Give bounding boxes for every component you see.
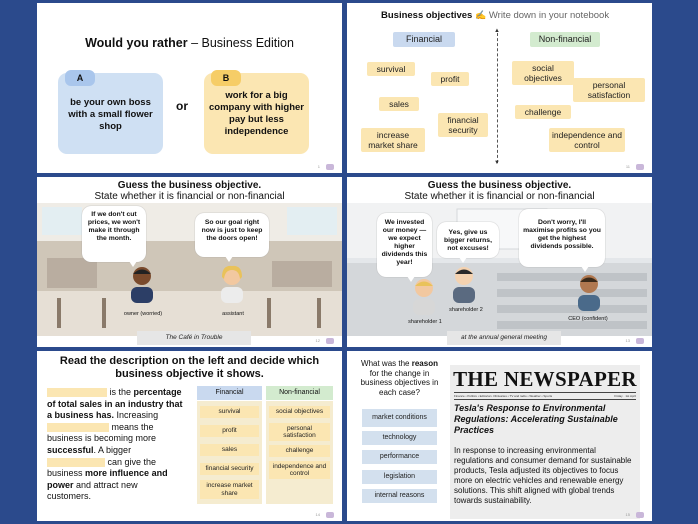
- arrow-up-icon: ▲: [494, 28, 500, 34]
- logo-icon: [326, 164, 334, 170]
- or-label: or: [176, 99, 188, 113]
- reason-legislation: legislation: [362, 470, 437, 484]
- nonfinancial-item: independence and control: [269, 461, 330, 479]
- assistant-label: assistant: [222, 311, 244, 317]
- blank-field[interactable]: [47, 458, 105, 467]
- speech-bubble-shareholder-1: We invested our money — we expect higher dividends this year!: [377, 213, 432, 277]
- newspaper-body: In response to increasing environmental regulations and consumer demand for sustainable products, Tesla adjusted its objectives to focus more on electric vehicles and renewable energy solutions. This shift aligned with global trends towards sustainability.: [454, 446, 632, 505]
- tag-survival: survival: [367, 62, 415, 76]
- slide-newspaper-tesla[interactable]: [347, 351, 652, 521]
- slide-cafe-in-trouble[interactable]: [37, 177, 342, 347]
- tag-sales: sales: [379, 97, 419, 111]
- shareholder-1-person-icon: [409, 277, 439, 315]
- bubble-tail: [225, 256, 233, 262]
- shareholder-1-label: shareholder 1: [408, 319, 442, 325]
- tag-financial-security: financial security: [438, 113, 488, 137]
- logo-icon: [326, 512, 334, 518]
- page-number: 13: [625, 338, 630, 343]
- blank-field[interactable]: [47, 388, 107, 397]
- speech-bubble-ceo: Don't worry, I'll maximise profits so you get the highest dividends possible.: [519, 209, 605, 267]
- logo-icon: [636, 512, 644, 518]
- reason-performance: performance: [362, 450, 437, 464]
- tag-profit: profit: [431, 72, 469, 86]
- financial-item: survival: [200, 406, 259, 418]
- reason-internal-reasons: internal reasons: [362, 489, 437, 503]
- logo-icon: [636, 338, 644, 344]
- slide4-caption: at the annual general meeting: [447, 331, 561, 345]
- page-number: 14: [315, 512, 320, 517]
- tag-increase-market-share: increase market share: [361, 128, 425, 152]
- financial-header: Financial: [393, 32, 455, 47]
- owner-label: owner (worried): [123, 311, 163, 317]
- ceo-label: CEO (confident): [568, 316, 608, 322]
- financial-header: Financial: [197, 386, 262, 400]
- bubble-tail: [581, 266, 589, 272]
- slide-description-match[interactable]: [37, 351, 342, 521]
- financial-item: increase market share: [200, 480, 259, 499]
- owner-person-icon: [127, 265, 157, 303]
- slide5-title: Read the description on the left and decide which business objective it shows.: [59, 355, 320, 380]
- page-number: 1: [317, 164, 320, 169]
- tag-challenge: challenge: [515, 105, 571, 119]
- nonfinancial-item: personal satisfaction: [269, 423, 330, 441]
- slide3-title: Guess the business objective. State whether it is financial or non-financial: [94, 180, 285, 202]
- tag-social-objectives: social objectives: [512, 61, 574, 85]
- nonfinancial-header: Non-financial: [266, 386, 333, 400]
- divider: [454, 392, 636, 393]
- reason-technology: technology: [362, 431, 437, 445]
- option-a-text: be your own boss with a small flower shop: [68, 97, 153, 132]
- divider: [454, 399, 636, 400]
- option-b-card: [204, 73, 309, 154]
- logo-icon: [636, 164, 644, 170]
- option-b-badge: B: [211, 70, 241, 86]
- shareholder-2-label: shareholder 2: [449, 307, 483, 313]
- slide1-title: Would you rather – Business Edition: [85, 36, 294, 50]
- reason-market-conditions: market conditions: [362, 409, 437, 427]
- ceo-person-icon: [574, 273, 604, 311]
- newspaper-nav: Finance • Politics • Editorial • Obituaries • TV and radio • Weather • Sports Friday · 1st April: [454, 394, 636, 398]
- newspaper: [450, 365, 640, 519]
- newspaper-headline: Tesla's Response to Environmental Regulations: Accelerating Sustainable Practices: [454, 403, 618, 435]
- speech-bubble-shareholder-2: Yes, give us bigger returns, not excuses!: [437, 222, 499, 258]
- page-number: 11: [625, 164, 630, 169]
- nonfinancial-item: social objectives: [269, 406, 330, 418]
- page-number: 15: [625, 512, 630, 517]
- option-a-badge: A: [65, 70, 95, 86]
- pencil-icon: ✍: [475, 10, 487, 20]
- speech-bubble-assistant: So our goal right now is just to keep the doors open!: [195, 213, 269, 257]
- divider-arrow: [497, 33, 499, 163]
- tag-independence-and-control: independence and control: [549, 128, 625, 152]
- page-number: 12: [315, 338, 320, 343]
- arrow-down-icon: ▼: [494, 160, 500, 166]
- description-text: is the percentage of total sales in an industry that a business has. Increasing means the business is becoming more successful. A bigger can give the business more influence and power and attract new customers.: [47, 387, 183, 502]
- reason-question: What was the reason for the change in business objectives in each case?: [360, 359, 439, 397]
- slide-would-you-rather[interactable]: [37, 3, 342, 173]
- option-b-text: work for a big company with higher pay but less independence: [208, 90, 304, 137]
- slide2-title: Business objectives ✍ Write down in your notebook: [381, 10, 610, 21]
- shareholder-2-person-icon: [449, 265, 479, 303]
- financial-item: financial security: [200, 463, 259, 475]
- bubble-tail: [459, 257, 467, 263]
- slide-annual-general-meeting[interactable]: [347, 177, 652, 347]
- assistant-person-icon: [217, 265, 247, 303]
- tag-personal-satisfaction: personal satisfaction: [573, 78, 645, 102]
- slide4-title: Guess the business objective. State whether it is financial or non-financial: [404, 180, 595, 202]
- blank-field[interactable]: [47, 423, 109, 432]
- newspaper-title: THE NEWSPAPER: [453, 367, 637, 391]
- option-a-card: [58, 73, 163, 154]
- logo-icon: [326, 338, 334, 344]
- speech-bubble-owner: If we don't cut prices, we won't make it through the month.: [82, 206, 146, 262]
- notebook-note: Write down in your notebook: [488, 10, 610, 21]
- nonfinancial-header: Non-financial: [530, 32, 600, 47]
- financial-item: profit: [200, 425, 259, 437]
- slide-business-objectives[interactable]: [347, 3, 652, 173]
- newspaper-date: Friday · 1st April: [614, 394, 636, 398]
- nonfinancial-item: challenge: [269, 445, 330, 457]
- slide3-caption: The Café in Trouble: [137, 331, 251, 345]
- financial-item: sales: [200, 444, 259, 456]
